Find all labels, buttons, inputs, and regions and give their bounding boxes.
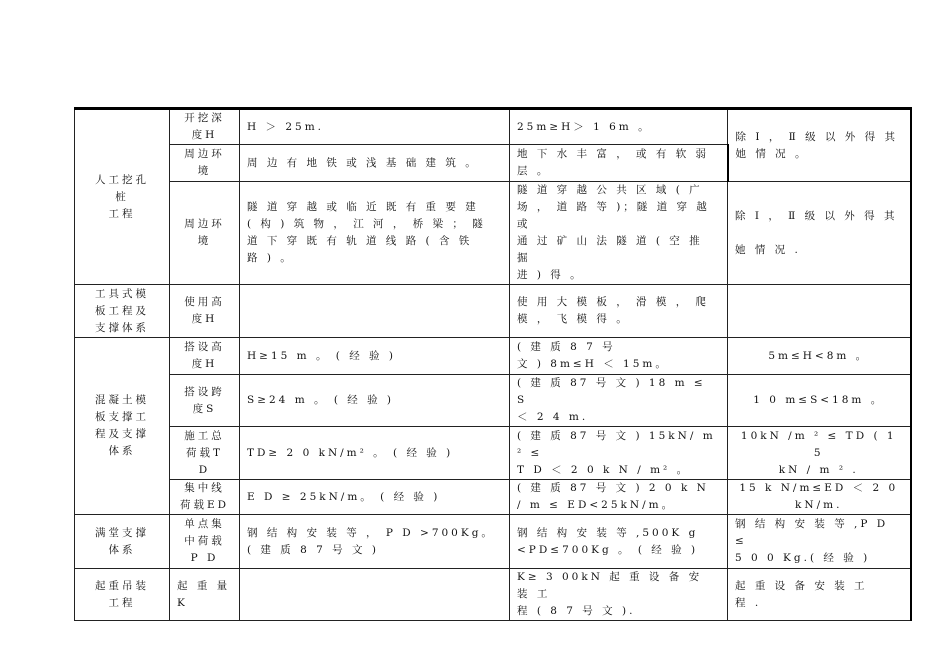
- item-cell: 使用高 度H: [170, 285, 240, 338]
- item-cell: 周边环 境: [170, 182, 240, 285]
- item-cell: 单点集 中荷载 P D: [170, 515, 240, 569]
- criteria-cell: ( 建 质 8 7 号 文 ) 8m≤H ＜ 15m。: [510, 338, 728, 375]
- criteria-cell: [240, 569, 510, 621]
- item-cell: 搭设跨 度S: [170, 375, 240, 427]
- item-cell: 集中线 荷载ED: [170, 480, 240, 515]
- criteria-cell: 除 Ⅰ ， Ⅱ 级 以 外 得 其 她 情 况 .: [728, 182, 911, 285]
- criteria-cell: S≥24 m 。 ( 经 验 ): [240, 375, 510, 427]
- criteria-cell: 隧 道 穿 越 公 共 区 域 ( 广 场 ， 道 路 等 )；隧 道 穿 越 或 通 过 矿 山 法 隧 道 ( 空 推 掘 进 ) 得 。: [510, 182, 728, 285]
- criteria-cell: [240, 285, 510, 338]
- item-cell: 施工总 荷载T D: [170, 427, 240, 480]
- category-cell-full-support: 满堂支撑 体系: [75, 515, 170, 569]
- table-row: [75, 480, 911, 515]
- criteria-cell: 周 边 有 地 铁 或 浅 基 础 建 筑 。: [240, 145, 510, 182]
- criteria-cell: 地 下 水 丰 富 ， 或 有 软 弱 层 。: [510, 145, 728, 182]
- criteria-cell: 使 用 大 模 板 ， 滑 模 ， 爬 模 ， 飞 模 得 。: [510, 285, 728, 338]
- category-cell-manual-pile: 人工挖孔 桩 工程: [75, 109, 170, 285]
- criteria-cell: 钢 结 构 安 装 等 ,P D ≤ 5 0 0 Kg.( 经 验 ): [728, 515, 911, 569]
- criteria-cell: K≥ 3 00kN 起 重 设 备 安 装 工 程 ( 8 7 号 文 ).: [510, 569, 728, 621]
- item-cell: 起 重 量 K: [170, 569, 240, 621]
- criteria-cell: H≥15 m 。 ( 经 验 ): [240, 338, 510, 375]
- item-cell: 开挖深 度H: [170, 109, 240, 145]
- criteria-cell: TD≥ 2 0 kN/m² 。 ( 经 验 ): [240, 427, 510, 480]
- table-row: [75, 569, 911, 621]
- table-row: [75, 182, 911, 285]
- table-row: [75, 427, 911, 480]
- criteria-cell: ( 建 质 87 号 文 ) 15kN/ m² ≤ T D ＜ 2 0 k N / m² 。: [510, 427, 728, 480]
- table-row: [75, 285, 911, 338]
- table-row: [75, 375, 911, 427]
- table-row: [75, 515, 911, 569]
- criteria-cell: H ＞ 25m.: [240, 109, 510, 145]
- category-cell-formwork: 工具式模 板工程及 支撑体系: [75, 285, 170, 338]
- table-row: [75, 109, 911, 145]
- criteria-cell: 除 Ⅰ ， Ⅱ 级 以 外 得 其 她 情 况 。: [728, 109, 911, 182]
- criteria-cell: 起 重 设 备 安 装 工 程 .: [728, 569, 911, 621]
- requirements-table: [74, 107, 912, 621]
- criteria-cell: 钢 结 构 安 装 等 ,500K g <PD≤700Kg 。 ( 经 验 ): [510, 515, 728, 569]
- category-cell-lifting: 起重吊装 工程: [75, 569, 170, 621]
- criteria-cell: 15 k N/m≤ED ＜ 2 0kN/m.: [728, 480, 911, 515]
- criteria-cell: 5m≤H<8m 。: [728, 338, 911, 375]
- item-cell: 周边环 境: [170, 145, 240, 182]
- category-cell-concrete-formwork: 混凝土模 板支撑工 程及支撑 体系: [75, 338, 170, 515]
- criteria-cell: E D ≥ 25kN/m。 ( 经 验 ): [240, 480, 510, 515]
- criteria-cell: ( 建 质 87 号 文 ) 2 0 k N / m ≤ ED<25kN/m。: [510, 480, 728, 515]
- item-cell: 搭设高 度H: [170, 338, 240, 375]
- criteria-cell: [728, 285, 911, 338]
- criteria-cell: ( 建 质 87 号 文 ) 18 m ≤ S ＜ 2 4 m.: [510, 375, 728, 427]
- table-row: [75, 338, 911, 375]
- criteria-cell: 25m≥H＞ 1 6m 。: [510, 109, 728, 145]
- criteria-cell: 10kN /m ² ≤ TD ( 1 5 kN / m ² .: [728, 427, 911, 480]
- criteria-cell: 钢 结 构 安 装 等 ， P D >700Kg。 ( 建 质 8 7 号 文 ): [240, 515, 510, 569]
- criteria-cell: 隧 道 穿 越 或 临 近 既 有 重 要 建 ( 构 ) 筑 物 ， 江 河 ， 桥 梁 ； 隧 道 下 穿 既 有 轨 道 线 路 ( 含 铁 路 ) 。: [240, 182, 510, 285]
- criteria-cell: 1 0 m≤S<18m 。: [728, 375, 911, 427]
